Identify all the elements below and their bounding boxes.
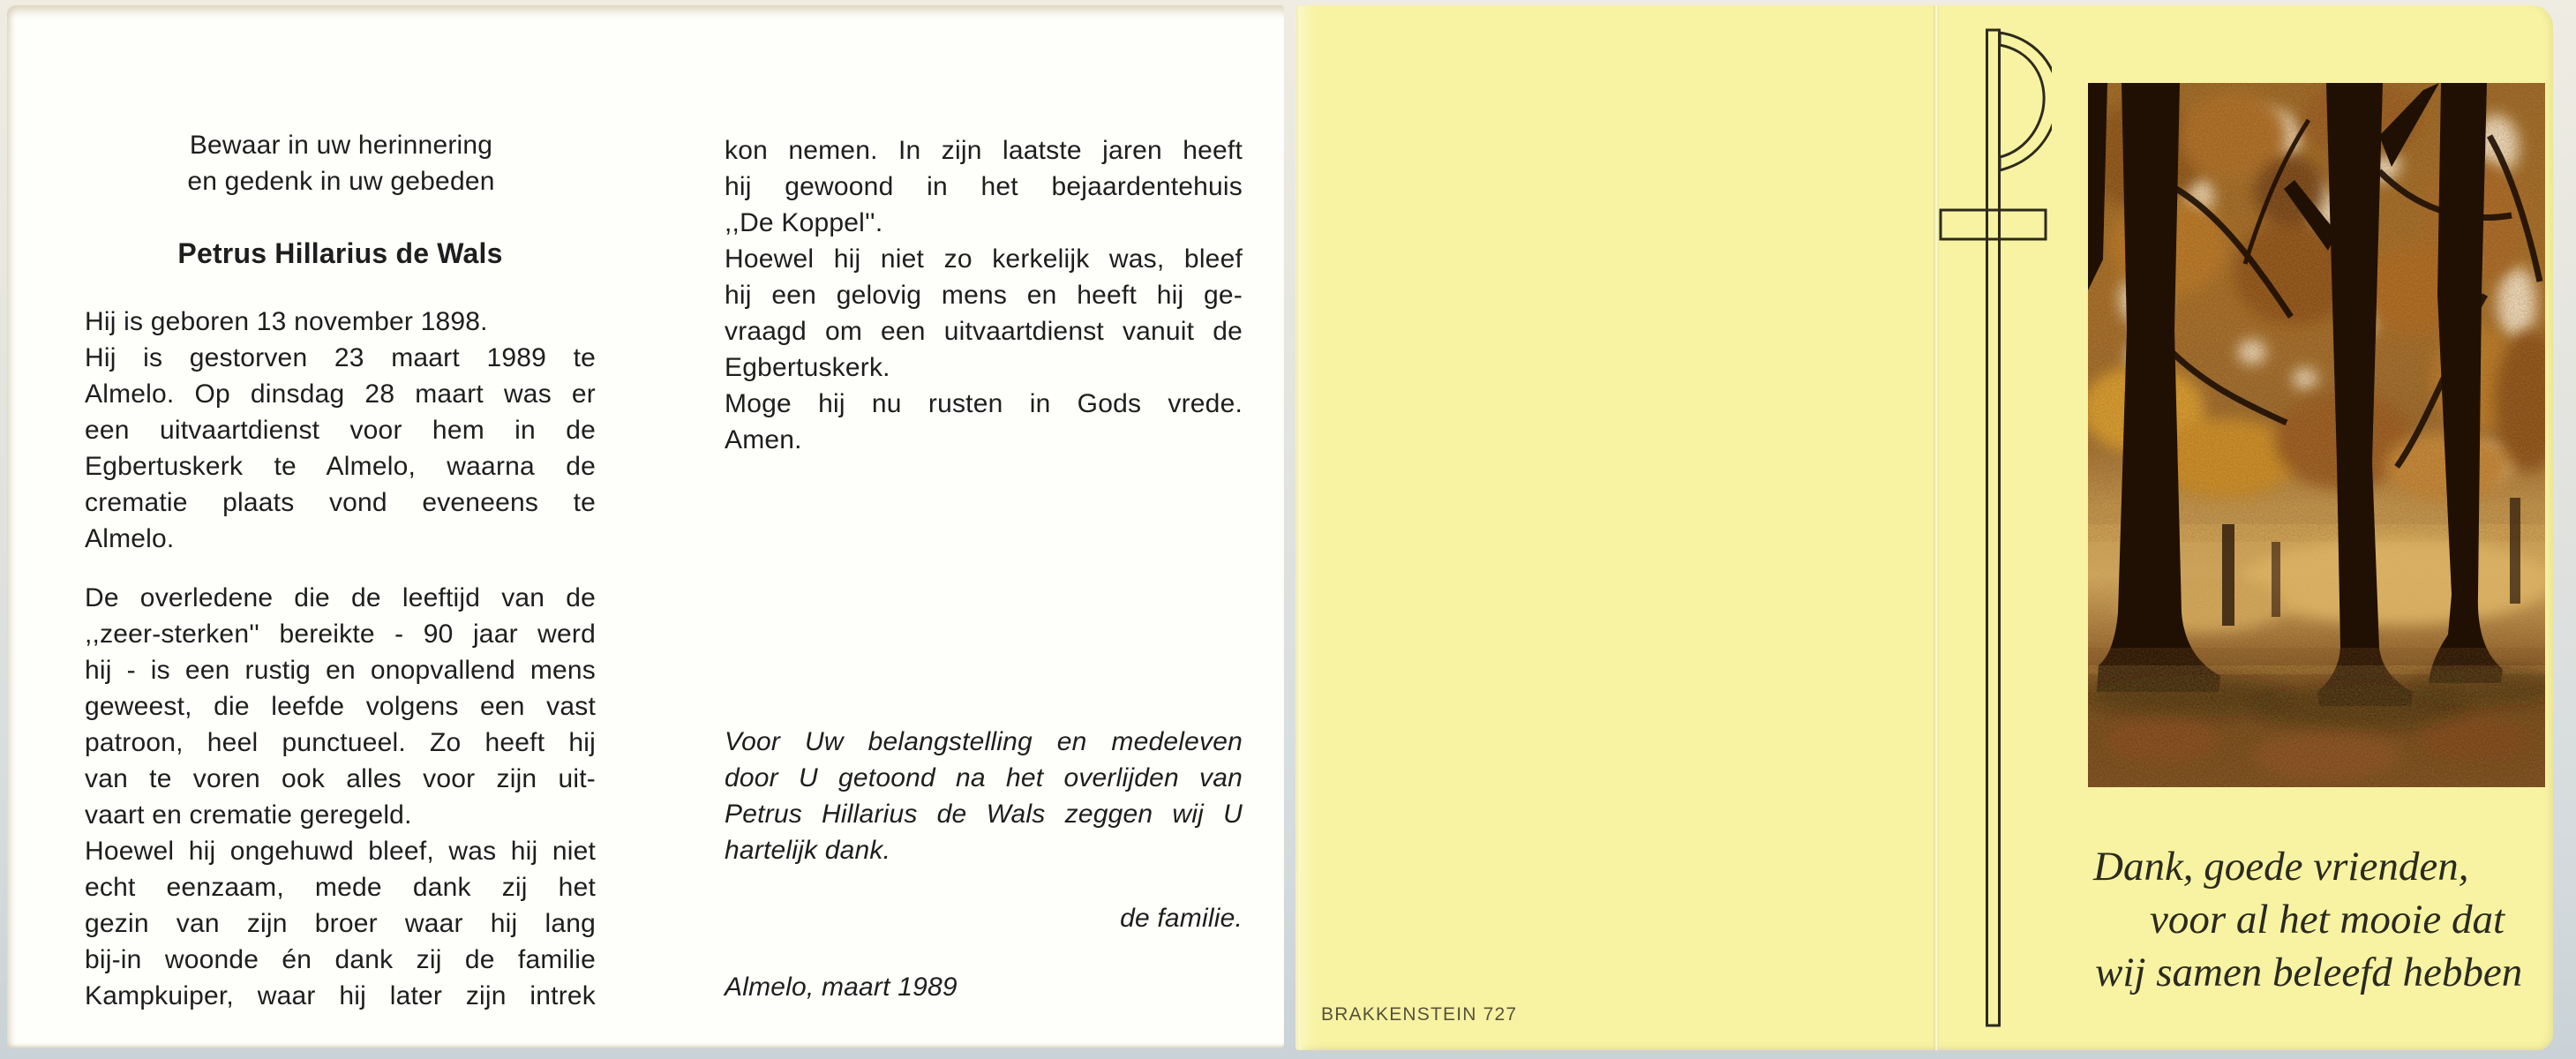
text-line: De overledene die de leeftijd van de bbox=[85, 583, 596, 612]
text-line: Hij is gestorven 23 maart 1989 te bbox=[85, 343, 596, 372]
text-line: vraagd om een uitvaartdienst vanuit de bbox=[725, 317, 1243, 346]
text-line: door U getoond na het overlijden van bbox=[725, 763, 1243, 792]
text-line: vaart en crematie geregeld. bbox=[85, 800, 412, 830]
text-line: Hij is geboren 13 november 1898. bbox=[85, 307, 488, 336]
family-signature: de familie. bbox=[1120, 904, 1243, 933]
farewell-verse-line: voor al het mooie dat bbox=[2150, 897, 2505, 943]
text-line: patroon, heel punctueel. Zo heeft hij bbox=[85, 728, 596, 757]
text-line: hij gewoond in het bejaardentehuis bbox=[725, 172, 1243, 201]
text-line: gezin van zijn broer waar hij lang bbox=[85, 909, 596, 938]
life-dates-paragraph bbox=[85, 304, 596, 557]
cross-staff bbox=[1987, 30, 2000, 1025]
text-line: Voor Uw belangstelling en medeleven bbox=[725, 727, 1243, 756]
shadows-and-litter bbox=[2088, 648, 2545, 787]
text-line: Hoewel hij ongehuwd bleef, was hij niet bbox=[85, 837, 596, 866]
memorial-card-inside-page bbox=[7, 5, 1284, 1048]
text-line: Amen. bbox=[725, 425, 802, 454]
deceased-name: Petrus Hillarius de Wals bbox=[177, 237, 503, 269]
remembrance-header bbox=[92, 127, 590, 199]
text-line: Kampkuiper, waar hij later zijn intrek bbox=[85, 981, 596, 1010]
text-line: Egbertuskerk. bbox=[725, 353, 890, 382]
text-line: echt eenzaam, mede dank zij het bbox=[85, 873, 596, 902]
cross-arm bbox=[1941, 210, 2046, 239]
text-line: Almelo. bbox=[85, 524, 175, 553]
text-line: ,,zeer-sterken'' bereikte - 90 jaar werd bbox=[85, 620, 596, 649]
autumn-forest-photo bbox=[2088, 83, 2545, 787]
farewell-verse-line: Dank, goede vrienden, bbox=[2093, 844, 2469, 890]
text-line: ,,De Koppel''. bbox=[725, 208, 883, 237]
text-line: Moge hij nu rusten in Gods vrede. bbox=[725, 389, 1243, 418]
text-line: een uitvaartdienst voor hem in de bbox=[85, 416, 596, 445]
text-line: bij-in woonde én dank zij de familie bbox=[85, 945, 596, 974]
printer-mark: BRAKKENSTEIN 727 bbox=[1321, 1004, 1518, 1025]
text-line: kon nemen. In zijn laatste jaren heeft bbox=[725, 136, 1243, 165]
rho-bowl bbox=[2000, 33, 2052, 170]
text-line: crematie plaats vond eveneens te bbox=[85, 488, 596, 517]
place-dateline: Almelo, maart 1989 bbox=[725, 973, 958, 1002]
text-line: Petrus Hillarius de Wals zeggen wij U bbox=[725, 800, 1243, 829]
acknowledgement-paragraph bbox=[725, 724, 1243, 868]
chi-rho-cross-icon bbox=[1937, 25, 2052, 1031]
life-story-continued-paragraph bbox=[725, 132, 1243, 458]
text-line: Hoewel hij niet zo kerkelijk was, bleef bbox=[725, 244, 1243, 274]
life-story-paragraph bbox=[85, 580, 596, 1014]
text-line: Bewaar in uw herinnering bbox=[189, 131, 493, 160]
farewell-verse-line: wij samen beleefd hebben bbox=[2095, 950, 2523, 995]
text-line: geweest, die leefde volgens een vast bbox=[85, 692, 596, 721]
text-line: hartelijk dank. bbox=[725, 836, 891, 865]
text-line: hij - is een rustig en onopvallend mens bbox=[85, 656, 596, 685]
text-line: hij een gelovig mens en heeft hij ge- bbox=[725, 281, 1243, 310]
text-line: Almelo. Op dinsdag 28 maart was er bbox=[85, 379, 596, 409]
text-line: en gedenk in uw gebeden bbox=[187, 167, 495, 196]
text-line: van te voren ook alles voor zijn uit- bbox=[85, 764, 596, 793]
text-line: Egbertuskerk te Almelo, waarna de bbox=[85, 452, 596, 481]
